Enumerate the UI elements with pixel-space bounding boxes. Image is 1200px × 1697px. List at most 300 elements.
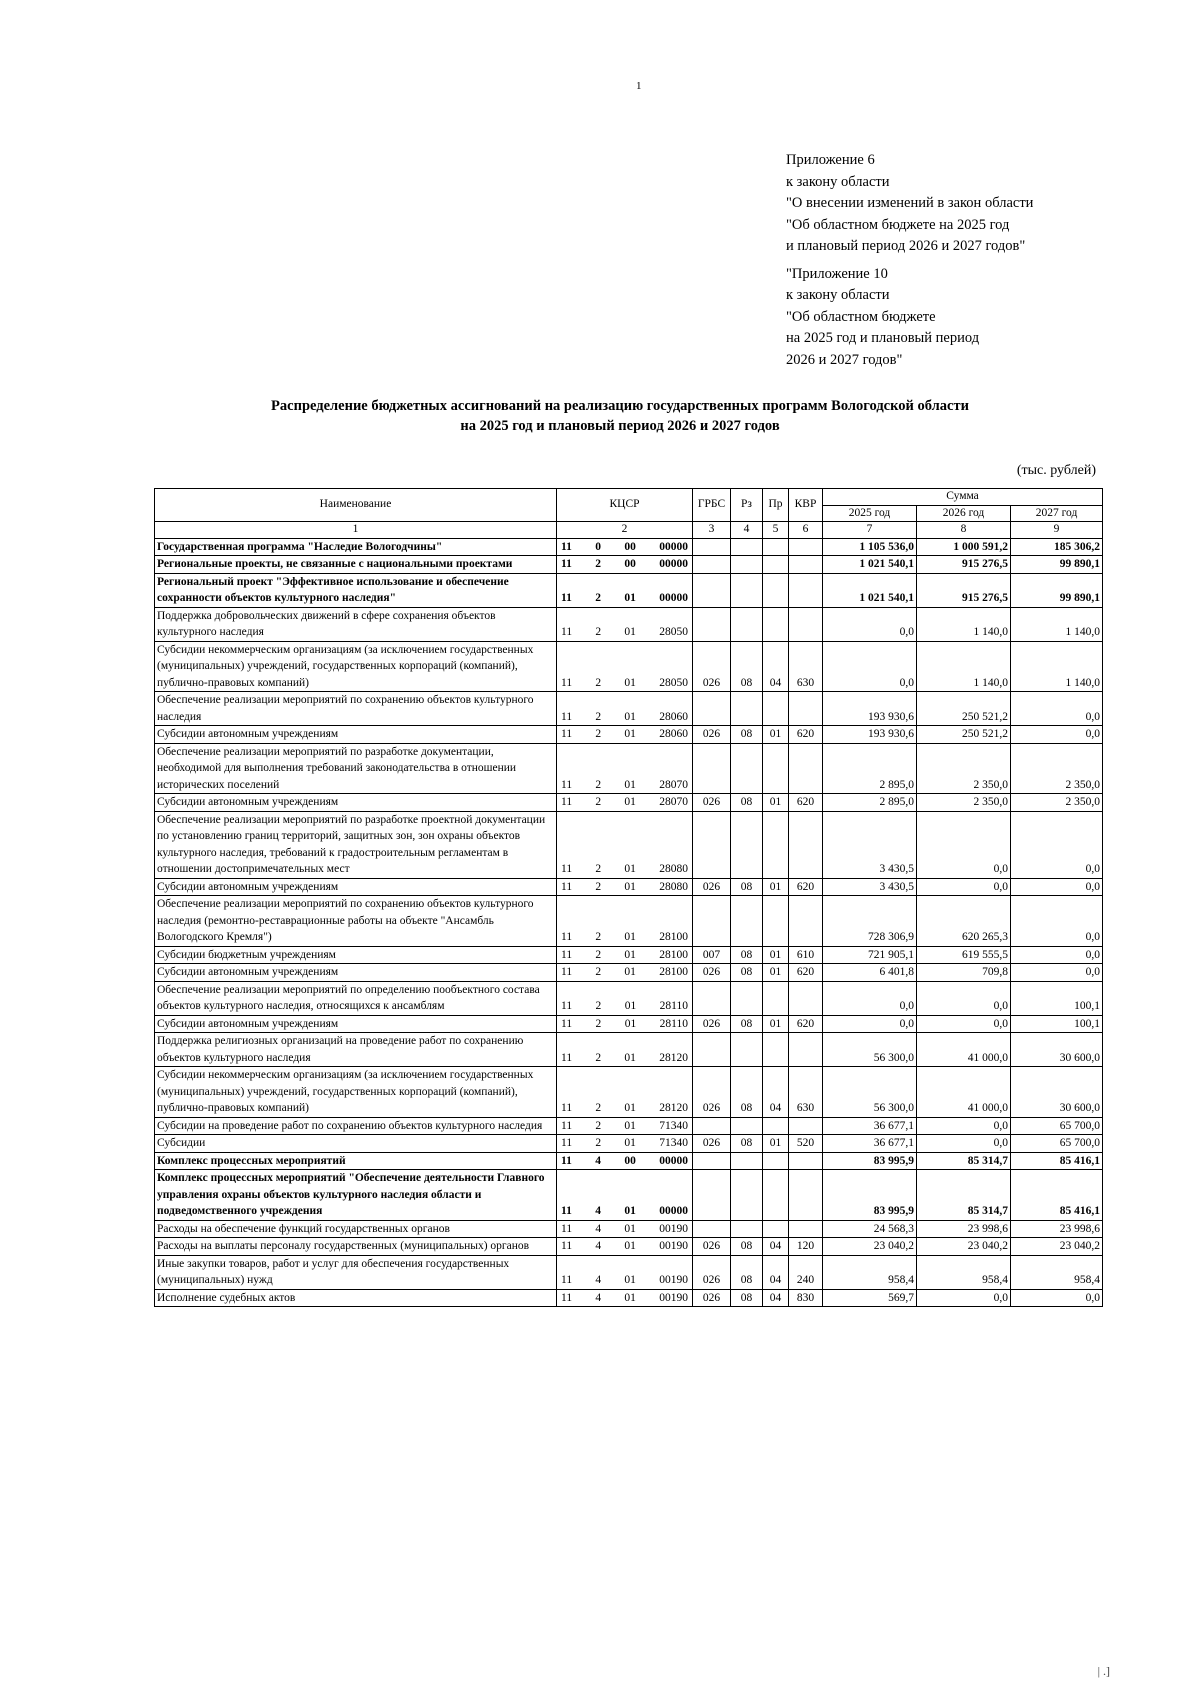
row-pr: 01	[763, 794, 789, 812]
row-sum-2027: 23 040,2	[1011, 1238, 1103, 1256]
appendix-line: 2026 и 2027 годов"	[786, 351, 903, 368]
row-pr	[763, 1152, 789, 1170]
row-grbs	[693, 1117, 731, 1135]
row-kvr	[789, 607, 823, 641]
row-pr	[763, 692, 789, 726]
header-year-2026: 2026 год	[917, 505, 1011, 522]
row-sum-2025: 1 021 540,1	[823, 556, 917, 574]
kcsr-part: 11	[561, 1222, 573, 1235]
row-grbs	[693, 607, 731, 641]
kcsr-part: 01	[624, 626, 636, 638]
row-grbs: 026	[693, 1255, 731, 1289]
row-sum-2027: 0,0	[1011, 878, 1103, 896]
row-sum-2025: 3 430,5	[823, 878, 917, 896]
row-sum-2026: 620 265,3	[917, 896, 1011, 947]
kcsr-parts	[559, 727, 690, 743]
row-sum-2025: 3 430,5	[823, 811, 917, 878]
row-sum-2025: 56 300,0	[823, 1033, 917, 1067]
kcsr-part: 71340	[659, 1137, 688, 1149]
column-index: 6	[789, 522, 823, 539]
table-row	[155, 573, 1103, 607]
kcsr-part: 11	[561, 1154, 572, 1167]
table-row	[155, 811, 1103, 878]
row-grbs: 026	[693, 1289, 731, 1307]
row-sum-2027: 0,0	[1011, 811, 1103, 878]
column-index: 5	[763, 522, 789, 539]
row-pr: 01	[763, 1135, 789, 1153]
kcsr-part: 11	[561, 863, 573, 875]
row-grbs	[693, 556, 731, 574]
row-sum-2027: 0,0	[1011, 1289, 1103, 1307]
row-name: Субсидии	[155, 1135, 557, 1153]
row-rz: 08	[731, 1255, 763, 1289]
row-pr: 04	[763, 1238, 789, 1256]
row-name: Обеспечение реализации мероприятий по сохранению объектов культурного наследия (ремонтно-реставрационные работы на объекте "Ансамбль Вологодского Кремля")	[155, 896, 557, 947]
table-row	[155, 743, 1103, 794]
row-name: Субсидии некоммерческим организациям (за исключением государственных (муниципальных) учреждений, государственных корпораций (компаний), публично-правовых компаний)	[155, 641, 557, 692]
row-kvr: 620	[789, 878, 823, 896]
row-pr	[763, 1033, 789, 1067]
kcsr-part: 11	[561, 1051, 573, 1064]
kcsr-part: 11	[561, 1102, 573, 1114]
row-sum-2026: 619 555,5	[917, 946, 1011, 964]
appendix-line: на 2025 год и плановый период	[786, 330, 980, 346]
row-sum-2025: 0,0	[823, 641, 917, 692]
kcsr-part: 01	[624, 863, 636, 875]
row-pr: 01	[763, 878, 789, 896]
row-sum-2027: 185 306,2	[1011, 538, 1103, 556]
kcsr-part: 01	[624, 778, 636, 791]
row-sum-2025: 36 677,1	[823, 1117, 917, 1135]
kcsr-part: 11	[561, 880, 573, 893]
table-row	[155, 641, 1103, 692]
kcsr-part: 00000	[659, 558, 688, 570]
kcsr-part: 00	[624, 1154, 636, 1167]
row-kcsr	[557, 1015, 693, 1033]
row-rz: 08	[731, 1289, 763, 1307]
kcsr-part: 01	[624, 592, 636, 604]
kcsr-part: 01	[624, 710, 636, 723]
kcsr-part: 00190	[659, 1222, 688, 1235]
row-kvr: 620	[789, 964, 823, 982]
row-rz	[731, 607, 763, 641]
row-rz	[731, 556, 763, 574]
row-sum-2027: 85 416,1	[1011, 1152, 1103, 1170]
kcsr-part: 11	[561, 778, 573, 791]
row-grbs: 026	[693, 1238, 731, 1256]
row-kcsr	[557, 1033, 693, 1067]
column-index: 7	[823, 522, 917, 539]
row-sum-2026: 0,0	[917, 1135, 1011, 1153]
kcsr-parts	[559, 1101, 690, 1117]
row-rz	[731, 811, 763, 878]
row-sum-2026: 915 276,5	[917, 573, 1011, 607]
row-kcsr	[557, 981, 693, 1015]
appendix-line: "О внесении изменений в закон области	[786, 195, 1034, 211]
row-sum-2026: 1 000 591,2	[917, 538, 1011, 556]
table-row	[155, 794, 1103, 812]
row-sum-2026: 0,0	[917, 878, 1011, 896]
column-index: 9	[1011, 522, 1103, 539]
title-line-1: Распределение бюджетных ассигнований на реализацию государственных программ Вологодской области	[271, 398, 969, 414]
kcsr-part: 11	[561, 676, 573, 689]
header-grbs: ГРБС	[693, 489, 731, 522]
row-name: Субсидии автономным учреждениям	[155, 726, 557, 744]
row-sum-2027: 30 600,0	[1011, 1067, 1103, 1118]
row-kvr: 120	[789, 1238, 823, 1256]
kcsr-part: 01	[624, 1274, 636, 1286]
kcsr-parts	[559, 1222, 690, 1238]
kcsr-part: 2	[595, 1000, 602, 1012]
kcsr-parts	[559, 1051, 690, 1067]
row-sum-2025: 958,4	[823, 1255, 917, 1289]
kcsr-part: 28050	[659, 626, 688, 638]
kcsr-part: 00000	[659, 1205, 688, 1217]
kcsr-parts	[559, 948, 690, 964]
row-name: Субсидии автономным учреждениям	[155, 794, 557, 812]
appendix-block-2	[786, 264, 1033, 372]
table-row	[155, 1117, 1103, 1135]
kcsr-part: 00190	[659, 1274, 688, 1286]
kcsr-part: 11	[561, 1240, 573, 1252]
row-sum-2027: 23 998,6	[1011, 1220, 1103, 1238]
kcsr-parts	[559, 999, 690, 1015]
row-sum-2025: 6 401,8	[823, 964, 917, 982]
kcsr-part: 01	[624, 880, 636, 893]
row-grbs	[693, 1220, 731, 1238]
budget-table-body	[155, 538, 1103, 1307]
row-sum-2026: 0,0	[917, 1289, 1011, 1307]
row-sum-2025: 1 105 536,0	[823, 538, 917, 556]
header-rz: Рз	[731, 489, 763, 522]
table-row	[155, 1170, 1103, 1221]
row-sum-2027: 99 890,1	[1011, 573, 1103, 607]
kcsr-part: 01	[624, 1291, 636, 1304]
kcsr-parts	[559, 862, 690, 878]
kcsr-part: 00190	[659, 1291, 688, 1304]
row-name: Региональные проекты, не связанные с национальными проектами	[155, 556, 557, 574]
appendix-line: и плановый период 2026 и 2027 годов"	[786, 238, 1026, 254]
kcsr-part: 28060	[659, 728, 688, 740]
kcsr-part: 01	[624, 1119, 636, 1132]
kcsr-part: 11	[561, 931, 573, 943]
row-sum-2027: 99 890,1	[1011, 556, 1103, 574]
row-sum-2026: 2 350,0	[917, 794, 1011, 812]
kcsr-part: 11	[561, 1137, 573, 1149]
row-rz	[731, 1170, 763, 1221]
kcsr-parts	[559, 1239, 690, 1255]
row-rz: 08	[731, 726, 763, 744]
row-name: Обеспечение реализации мероприятий по определению пообъектного состава объектов культурного наследия, относящихся к ансамблям	[155, 981, 557, 1015]
kcsr-part: 01	[624, 1222, 636, 1235]
kcsr-parts	[559, 880, 690, 896]
table-row	[155, 1015, 1103, 1033]
row-sum-2025: 728 306,9	[823, 896, 917, 947]
kcsr-part: 28120	[659, 1051, 688, 1064]
kcsr-part: 00	[624, 558, 636, 570]
row-grbs	[693, 1170, 731, 1221]
kcsr-part: 01	[624, 796, 636, 808]
row-pr: 04	[763, 641, 789, 692]
kcsr-part: 2	[595, 1051, 602, 1064]
row-kcsr	[557, 538, 693, 556]
kcsr-part: 01	[624, 1205, 636, 1217]
row-kvr	[789, 811, 823, 878]
header-year-2025: 2025 год	[823, 505, 917, 522]
row-rz: 08	[731, 946, 763, 964]
kcsr-part: 28100	[659, 931, 688, 943]
row-grbs: 026	[693, 641, 731, 692]
row-rz	[731, 538, 763, 556]
table-row	[155, 981, 1103, 1015]
row-kvr	[789, 573, 823, 607]
row-name: Субсидии автономным учреждениям	[155, 1015, 557, 1033]
row-sum-2027: 100,1	[1011, 981, 1103, 1015]
kcsr-parts	[559, 1273, 690, 1289]
row-sum-2026: 0,0	[917, 1117, 1011, 1135]
column-index-row	[155, 522, 1103, 539]
row-grbs	[693, 573, 731, 607]
row-kvr: 630	[789, 641, 823, 692]
row-grbs: 026	[693, 964, 731, 982]
row-kvr	[789, 556, 823, 574]
row-rz	[731, 1117, 763, 1135]
kcsr-part: 28060	[659, 710, 688, 723]
kcsr-part: 2	[595, 966, 602, 978]
row-kvr	[789, 692, 823, 726]
document-title	[150, 396, 1090, 436]
row-kvr	[789, 896, 823, 947]
kcsr-part: 71340	[659, 1119, 688, 1132]
page-number: 1	[636, 80, 642, 92]
row-kvr: 620	[789, 726, 823, 744]
row-pr: 01	[763, 1015, 789, 1033]
row-sum-2025: 0,0	[823, 981, 917, 1015]
row-rz	[731, 1220, 763, 1238]
row-rz	[731, 1152, 763, 1170]
row-pr	[763, 573, 789, 607]
row-rz: 08	[731, 964, 763, 982]
column-index: 2	[557, 522, 693, 539]
table-row	[155, 1152, 1103, 1170]
row-sum-2025: 2 895,0	[823, 743, 917, 794]
row-kcsr	[557, 1255, 693, 1289]
kcsr-part: 2	[595, 1119, 602, 1132]
row-kcsr	[557, 743, 693, 794]
kcsr-part: 4	[595, 1154, 601, 1167]
kcsr-part: 01	[624, 1051, 636, 1064]
kcsr-parts	[559, 540, 690, 556]
kcsr-part: 2	[595, 796, 602, 808]
kcsr-part: 28110	[659, 1000, 688, 1012]
table-row	[155, 1255, 1103, 1289]
row-rz: 08	[731, 641, 763, 692]
header-row-1	[155, 489, 1103, 506]
row-kvr	[789, 743, 823, 794]
row-sum-2025: 569,7	[823, 1289, 917, 1307]
row-kvr	[789, 1033, 823, 1067]
row-kcsr	[557, 811, 693, 878]
kcsr-part: 11	[561, 1291, 573, 1304]
row-name: Иные закупки товаров, работ и услуг для обеспечения государственных (муниципальных) нужд	[155, 1255, 557, 1289]
kcsr-part: 28080	[659, 880, 688, 893]
table-row	[155, 1135, 1103, 1153]
kcsr-part: 01	[624, 966, 636, 978]
row-rz: 08	[731, 794, 763, 812]
table-row	[155, 1289, 1103, 1307]
row-sum-2026: 2 350,0	[917, 743, 1011, 794]
row-sum-2025: 193 930,6	[823, 692, 917, 726]
row-sum-2027: 30 600,0	[1011, 1033, 1103, 1067]
row-kcsr	[557, 964, 693, 982]
kcsr-part: 4	[595, 1205, 601, 1217]
budget-table	[154, 488, 1103, 1307]
row-name: Субсидии автономным учреждениям	[155, 878, 557, 896]
row-kvr: 630	[789, 1067, 823, 1118]
row-kvr: 520	[789, 1135, 823, 1153]
row-rz: 08	[731, 1135, 763, 1153]
row-grbs	[693, 538, 731, 556]
row-name: Расходы на выплаты персоналу государственных (муниципальных) органов	[155, 1238, 557, 1256]
kcsr-parts	[559, 1119, 690, 1135]
appendix-line: "Об областном бюджете на 2025 год	[786, 216, 1010, 233]
row-sum-2026: 0,0	[917, 981, 1011, 1015]
kcsr-part: 28070	[659, 796, 688, 808]
row-pr: 04	[763, 1255, 789, 1289]
kcsr-part: 11	[561, 1119, 573, 1132]
header-name: Наименование	[155, 489, 557, 522]
kcsr-part: 2	[595, 863, 602, 875]
row-grbs	[693, 811, 731, 878]
row-kvr	[789, 981, 823, 1015]
row-kcsr	[557, 946, 693, 964]
row-grbs	[693, 743, 731, 794]
footer-mark: | .]	[1097, 1664, 1110, 1678]
row-kvr: 830	[789, 1289, 823, 1307]
kcsr-part: 00000	[659, 592, 688, 604]
kcsr-parts	[559, 1204, 690, 1220]
row-sum-2025: 36 677,1	[823, 1135, 917, 1153]
kcsr-part: 01	[624, 1017, 637, 1030]
kcsr-part: 28050	[659, 676, 688, 689]
row-sum-2027: 85 416,1	[1011, 1170, 1103, 1221]
row-rz	[731, 981, 763, 1015]
table-row	[155, 1033, 1103, 1067]
kcsr-part: 11	[561, 1274, 573, 1286]
row-grbs: 026	[693, 1135, 731, 1153]
row-name: Региональный проект "Эффективное использование и обеспечение сохранности объектов культурного наследия"	[155, 573, 557, 607]
row-sum-2027: 0,0	[1011, 946, 1103, 964]
kcsr-part: 28100	[659, 948, 688, 961]
row-rz: 08	[731, 1067, 763, 1118]
row-kcsr	[557, 1117, 693, 1135]
kcsr-part: 01	[624, 1102, 636, 1114]
kcsr-part: 28070	[659, 778, 688, 791]
row-pr	[763, 607, 789, 641]
row-sum-2025: 23 040,2	[823, 1238, 917, 1256]
kcsr-part: 00190	[659, 1240, 688, 1252]
row-pr	[763, 743, 789, 794]
row-kcsr	[557, 726, 693, 744]
kcsr-part: 01	[624, 1240, 636, 1252]
row-pr: 01	[763, 964, 789, 982]
kcsr-parts	[559, 1154, 690, 1170]
row-sum-2027: 2 350,0	[1011, 743, 1103, 794]
kcsr-parts	[559, 1136, 690, 1152]
row-pr	[763, 1117, 789, 1135]
kcsr-part: 4	[595, 1240, 602, 1252]
row-sum-2025: 721 905,1	[823, 946, 917, 964]
row-kcsr	[557, 556, 693, 574]
column-index: 8	[917, 522, 1011, 539]
kcsr-part: 28080	[659, 863, 688, 875]
row-kcsr	[557, 1152, 693, 1170]
kcsr-part: 2	[595, 880, 602, 893]
kcsr-part: 00	[624, 540, 636, 553]
row-sum-2026: 1 140,0	[917, 641, 1011, 692]
kcsr-parts	[559, 591, 690, 607]
row-sum-2025: 56 300,0	[823, 1067, 917, 1118]
kcsr-parts	[559, 1017, 690, 1033]
row-pr: 04	[763, 1067, 789, 1118]
kcsr-parts	[559, 1291, 690, 1307]
row-pr	[763, 1170, 789, 1221]
row-grbs	[693, 981, 731, 1015]
header-pr: Пр	[763, 489, 789, 522]
title-line-2: на 2025 год и плановый период 2026 и 2027 годов	[460, 418, 780, 434]
row-name: Обеспечение реализации мероприятий по разработке документации, необходимой для выполнения требований законодательства в отношении исторических поселений	[155, 743, 557, 794]
kcsr-part: 11	[561, 710, 573, 723]
appendix-note	[786, 150, 1033, 371]
row-kvr: 610	[789, 946, 823, 964]
row-sum-2026: 41 000,0	[917, 1033, 1011, 1067]
row-sum-2026: 915 276,5	[917, 556, 1011, 574]
kcsr-part: 11	[561, 558, 572, 570]
row-name: Обеспечение реализации мероприятий по сохранению объектов культурного наследия	[155, 692, 557, 726]
row-kcsr	[557, 1289, 693, 1307]
row-sum-2025: 83 995,9	[823, 1152, 917, 1170]
row-sum-2027: 0,0	[1011, 896, 1103, 947]
row-kvr	[789, 538, 823, 556]
row-kcsr	[557, 1067, 693, 1118]
row-sum-2026: 0,0	[917, 811, 1011, 878]
row-sum-2027: 1 140,0	[1011, 641, 1103, 692]
row-name: Расходы на обеспечение функций государственных органов	[155, 1220, 557, 1238]
row-kvr: 620	[789, 1015, 823, 1033]
kcsr-part: 11	[561, 728, 573, 740]
row-name: Субсидии на проведение работ по сохранению объектов культурного наследия	[155, 1117, 557, 1135]
row-pr: 01	[763, 946, 789, 964]
row-grbs: 007	[693, 946, 731, 964]
row-kcsr	[557, 794, 693, 812]
header-year-2027: 2027 год	[1011, 505, 1103, 522]
row-pr	[763, 538, 789, 556]
appendix-block-1	[786, 150, 1033, 258]
kcsr-part: 11	[561, 1017, 573, 1030]
row-name: Поддержка религиозных организаций на проведение работ по сохранению объектов культурного наследия	[155, 1033, 557, 1067]
header-kvr: КВР	[789, 489, 823, 522]
units-label: (тыс. рублей)	[1016, 463, 1096, 478]
table-row	[155, 1067, 1103, 1118]
row-rz	[731, 573, 763, 607]
appendix-line: "Об областном бюджете	[786, 308, 936, 325]
row-grbs	[693, 1033, 731, 1067]
table-row	[155, 878, 1103, 896]
row-rz	[731, 692, 763, 726]
row-kcsr	[557, 607, 693, 641]
row-sum-2026: 958,4	[917, 1255, 1011, 1289]
kcsr-parts	[559, 625, 690, 641]
